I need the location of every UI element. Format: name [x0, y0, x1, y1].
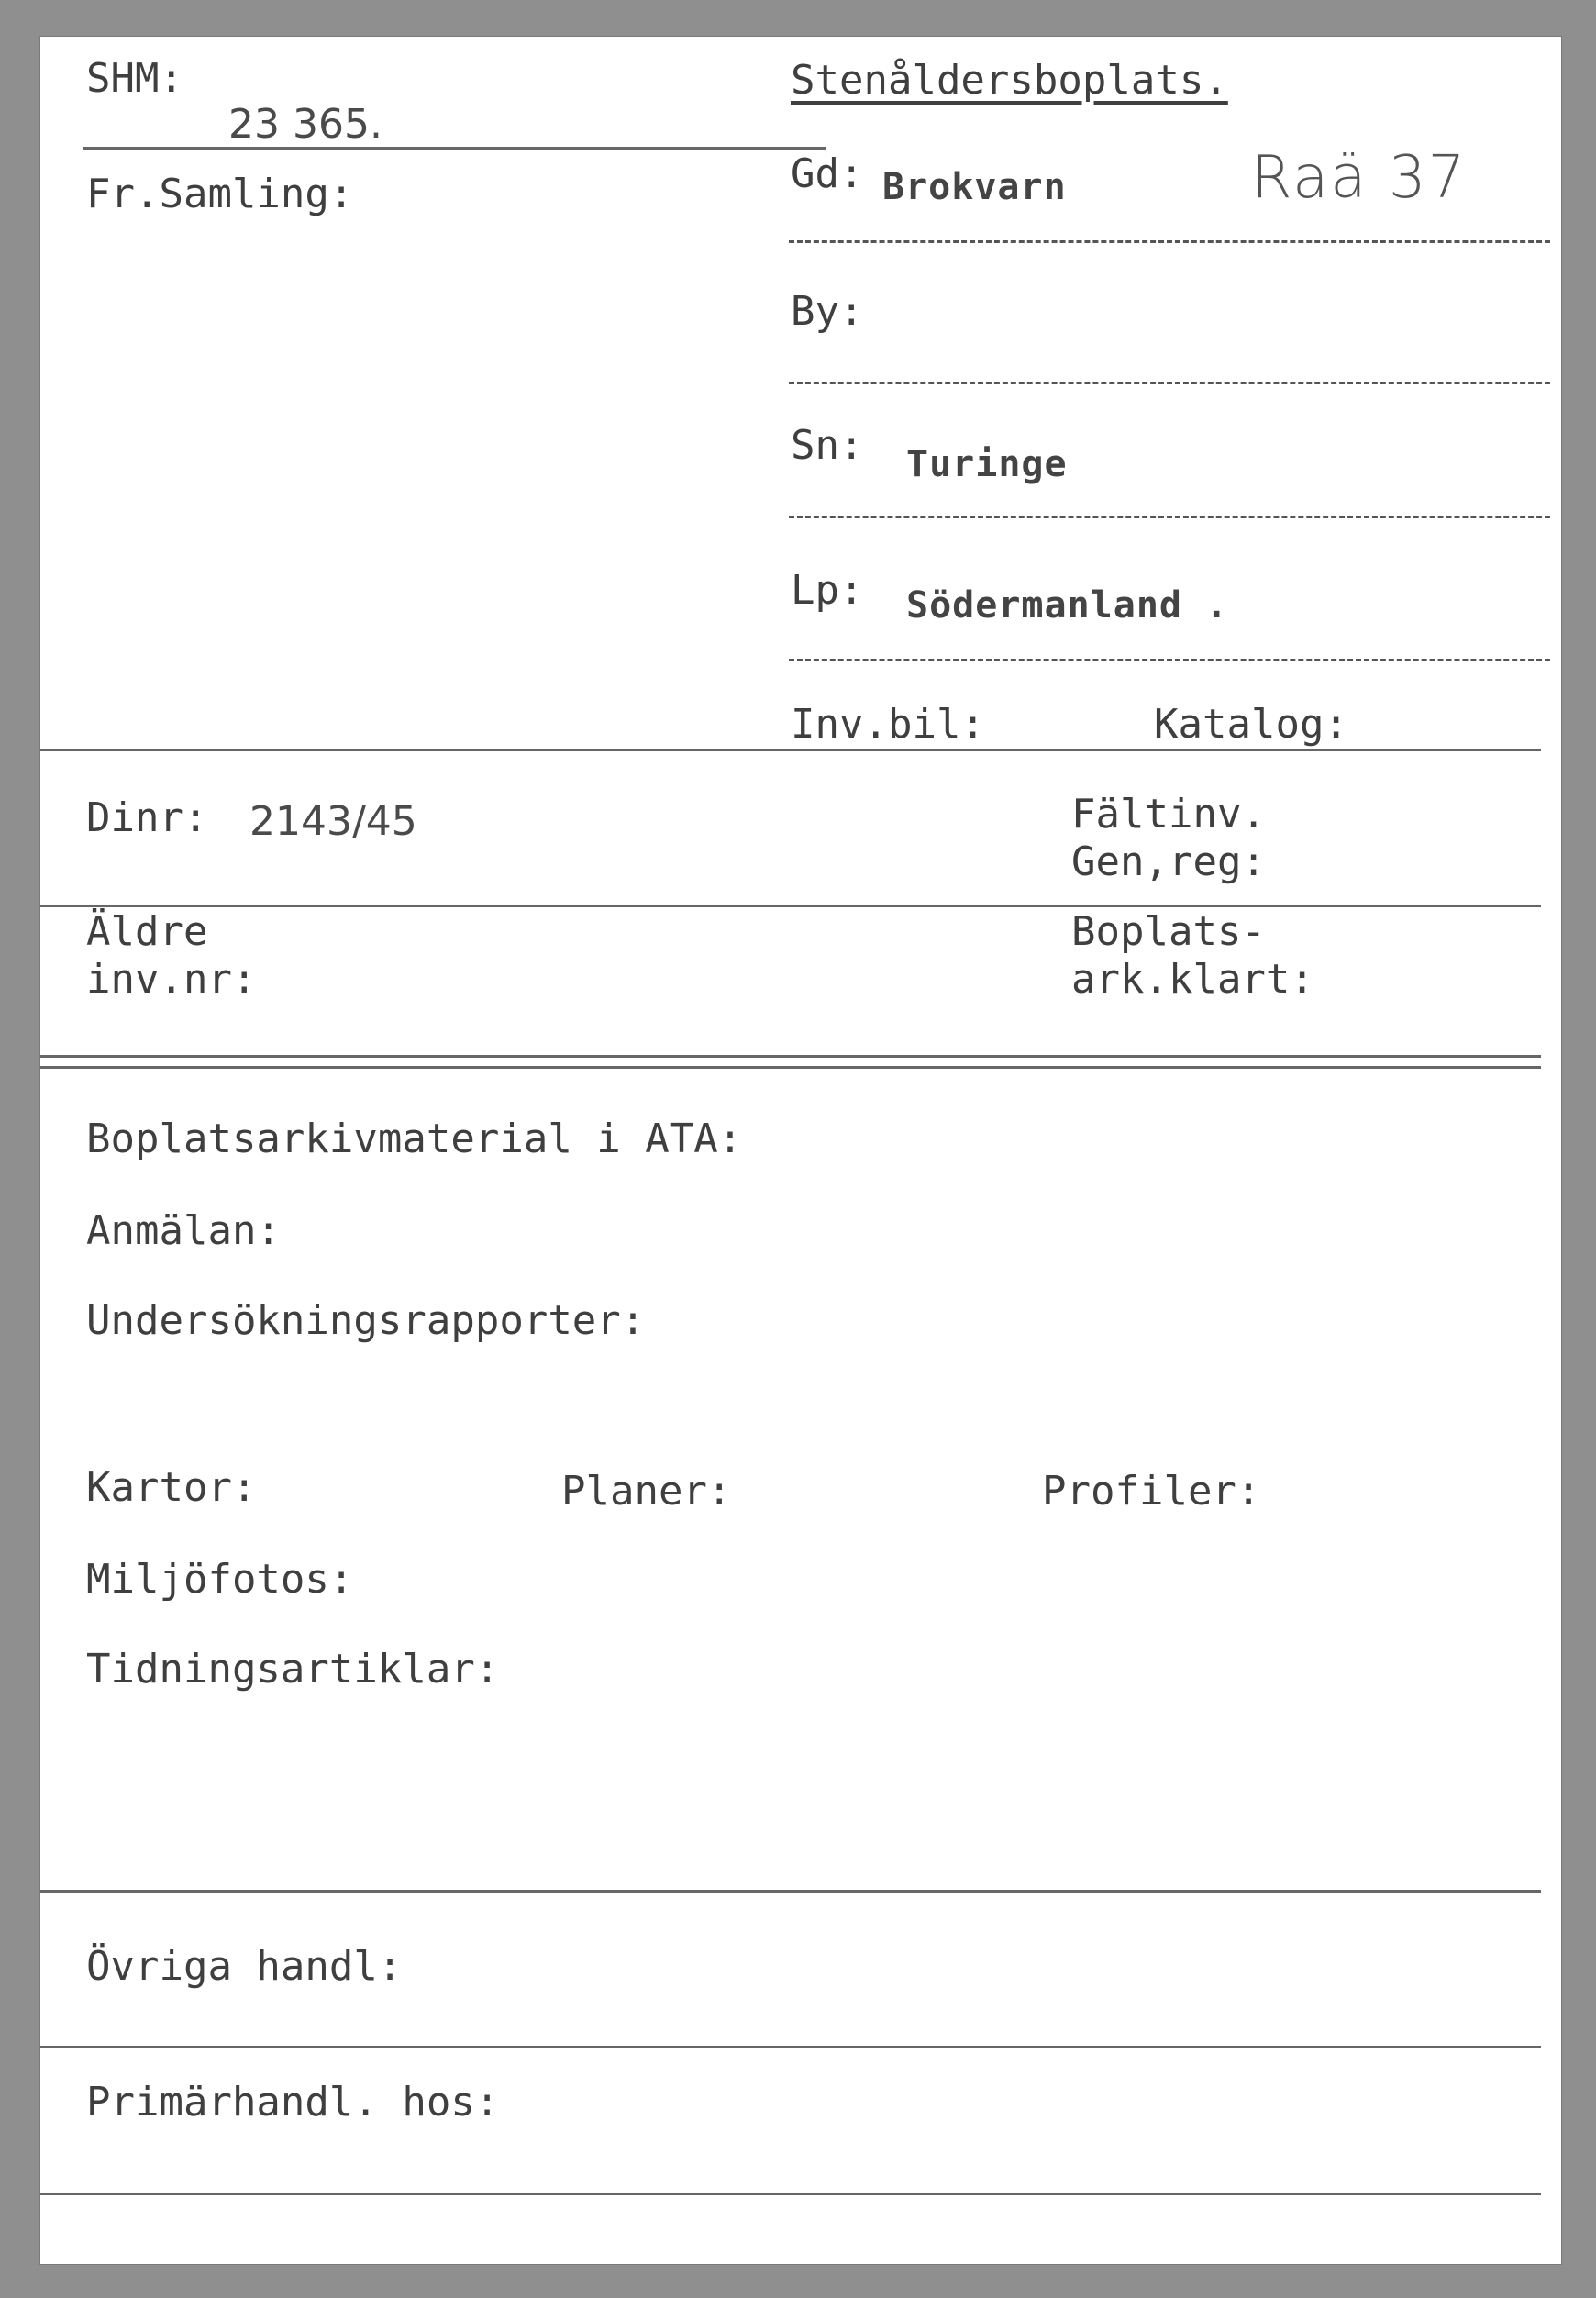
boplats-label: Boplats- [1071, 908, 1266, 955]
sn-label: Sn: [791, 422, 864, 469]
section-divider-1 [40, 749, 1541, 751]
dinr-label: Dinr: [86, 794, 208, 841]
aldre-label: Äldre [86, 908, 208, 955]
ark-klart-label: ark.klart: [1071, 956, 1314, 1003]
section-divider-5 [40, 2193, 1541, 2195]
section-divider-3 [40, 1890, 1541, 1893]
dinr-value: 2143/45 [249, 798, 417, 845]
sn-line [789, 516, 1550, 518]
gd-label: Gd: [791, 150, 864, 197]
undersokningsrapporter-label: Undersökningsrapporter: [86, 1297, 646, 1344]
fr-samling-label: Fr.Samling: [86, 171, 354, 217]
double-line-top [40, 1055, 1541, 1058]
primarhandl-label: Primärhandl. hos: [86, 2079, 500, 2126]
inv-bil-label: Inv.bil: [791, 701, 985, 748]
lp-label: Lp: [791, 567, 864, 614]
kartor-label: Kartor: [86, 1464, 257, 1511]
gen-reg-label: Gen,reg: [1071, 838, 1266, 885]
shm-number: 23 365. [228, 101, 382, 148]
section-divider-2 [40, 905, 1541, 907]
tidningsartiklar-label: Tidningsartiklar: [86, 1646, 500, 1693]
by-line [789, 382, 1550, 384]
ovriga-handl-label: Övriga handl: [86, 1943, 403, 1990]
planer-label: Planer: [561, 1468, 732, 1515]
raa-note: Raä 37 [1251, 144, 1468, 212]
sn-value: Turinge [906, 443, 1068, 485]
miljofotos-label: Miljöfotos: [86, 1556, 354, 1603]
card-title: Stenåldersboplats. [791, 57, 1228, 104]
section-divider-4 [40, 2046, 1541, 2048]
lp-line [789, 659, 1550, 661]
anmalan-label: Anmälan: [86, 1207, 281, 1254]
lp-value: Södermanland . [906, 584, 1229, 627]
shm-divider [83, 147, 826, 150]
inv-nr-label: inv.nr: [86, 956, 257, 1003]
profiler-label: Profiler: [1042, 1468, 1261, 1515]
katalog-label: Katalog: [1154, 701, 1348, 748]
gd-line [789, 240, 1550, 243]
archive-heading: Boplatsarkivmaterial i ATA: [86, 1116, 743, 1162]
index-card [40, 37, 1561, 2264]
faltinv-label: Fältinv. [1071, 791, 1266, 838]
double-line-bottom [40, 1066, 1541, 1069]
by-label: By: [791, 288, 864, 335]
shm-label: SHM: [86, 55, 183, 102]
gd-value: Brokvarn [882, 166, 1067, 208]
